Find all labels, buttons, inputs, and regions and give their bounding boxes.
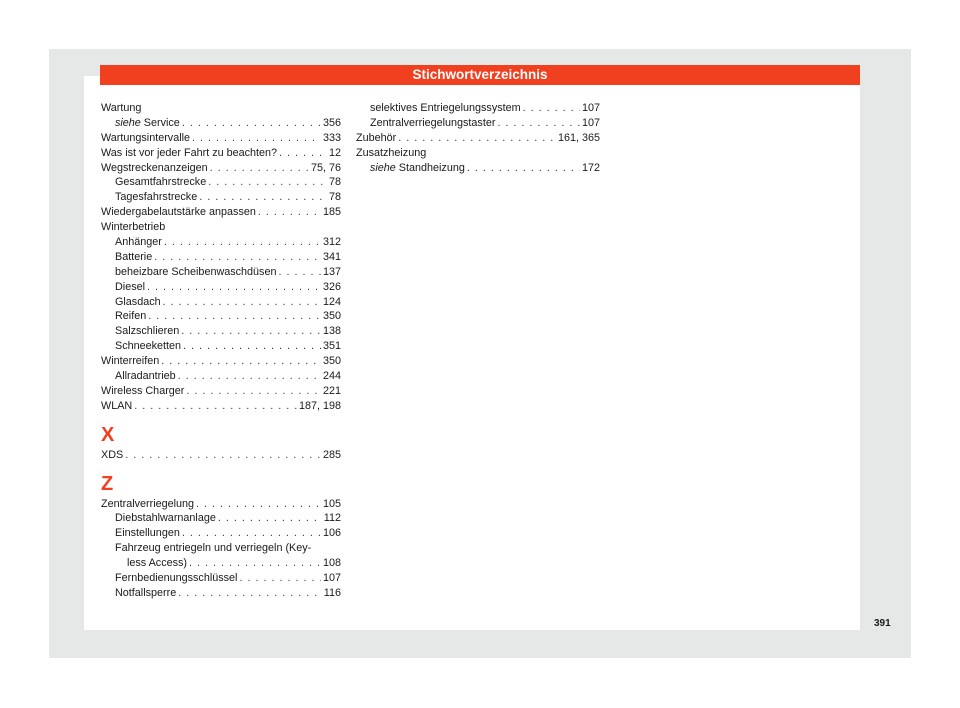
page-reference: 12	[328, 146, 341, 159]
page-reference: 350	[322, 355, 341, 368]
section-header-banner: Stichwortverzeichnis	[100, 65, 860, 85]
index-entry: Wartung	[101, 102, 142, 114]
page-reference: 161, 365	[557, 131, 600, 144]
index-entry: Zubehör . . . 161, 365	[356, 131, 600, 146]
index-entry: WLAN . . . 187, 198	[101, 399, 341, 414]
page-reference: 137	[322, 265, 341, 278]
index-subentry: Glasdach . . . 124	[101, 295, 341, 310]
page-reference: 78	[328, 191, 341, 204]
index-subentry: Einstellungen . . . 106	[101, 526, 341, 541]
page-reference: 187, 198	[298, 399, 341, 412]
page-reference: 106	[322, 527, 341, 540]
page-reference: 124	[322, 295, 341, 308]
page-reference: 75, 76	[310, 161, 341, 174]
index-entry: Wiedergabelautstärke anpassen . . . 185	[101, 205, 341, 220]
index-subentry: Zentralverriegelungstaster . . . 107	[356, 116, 600, 131]
index-subentry: Notfallsperre . . . 116	[101, 586, 341, 601]
section-letter-z: Z	[101, 472, 114, 495]
page-reference: 105	[322, 497, 341, 510]
index-entry: Zentralverriegelung . . . 105	[101, 497, 341, 512]
index-subentry: beheizbare Scheibenwaschdüsen . . . 137	[101, 265, 341, 280]
index-column-right	[356, 101, 600, 175]
page-reference: 221	[322, 384, 341, 397]
index-subentry: Anhänger . . . 312	[101, 235, 341, 250]
index-subentry: Salzschlieren . . . 138	[101, 324, 341, 339]
page-reference: 333	[322, 131, 341, 144]
page-reference: 138	[322, 325, 341, 338]
index-subentry-continuation: less Access) . . . 108	[101, 556, 341, 571]
index-entry: XDS . . . 285	[101, 448, 341, 463]
index-entry: Zusatzheizung	[356, 146, 427, 159]
index-subentry: Tagesfahrstrecke . . . 78	[101, 190, 341, 205]
section-letter-x: X	[101, 423, 115, 446]
page-reference: 285	[322, 448, 341, 461]
index-subentry: Reifen . . . 350	[101, 309, 341, 324]
index-subentry: siehe Service . . . 356	[101, 116, 341, 131]
page-reference: 351	[322, 340, 341, 353]
index-subentry: Fernbedienungsschlüssel . . . 107	[101, 571, 341, 586]
page-reference: 356	[322, 116, 341, 129]
page-number: 391	[874, 618, 891, 629]
index-entry: Wegstreckenanzeigen . . . 75, 76	[101, 161, 341, 176]
index-subentry: selektives Entriegelungssystem . . . 107	[356, 101, 600, 116]
index-subentry: siehe Standheizung . . . 172	[356, 161, 600, 176]
index-subentry: Schneeketten . . . 351	[101, 339, 341, 354]
index-column-left	[101, 101, 341, 601]
page-reference: 341	[322, 250, 341, 263]
index-entry: Was ist vor jeder Fahrt zu beachten? . . . 12	[101, 146, 341, 161]
index-subentry: Diesel . . . 326	[101, 280, 341, 295]
index-entry: Winterbetrieb	[101, 221, 166, 234]
index-subentry: Fahrzeug entriegeln und verriegeln (Key-	[115, 542, 312, 555]
index-entry: Winterreifen . . . 350	[101, 354, 341, 369]
index-subentry: Allradantrieb . . . 244	[101, 369, 341, 384]
index-entry: Wartungsintervalle . . . 333	[101, 131, 341, 146]
page-reference: 172	[581, 161, 600, 174]
page-reference: 350	[322, 310, 341, 323]
page-reference: 244	[322, 370, 341, 383]
page-reference: 78	[328, 176, 341, 189]
index-subentry: Gesamtfahrstrecke . . . 78	[101, 175, 341, 190]
page-reference: 312	[322, 236, 341, 249]
index-subentry: Batterie . . . 341	[101, 250, 341, 265]
page-reference: 112	[323, 512, 341, 525]
index-entry: Wireless Charger . . . 221	[101, 384, 341, 399]
page-reference: 108	[322, 557, 341, 570]
page-reference: 107	[322, 572, 341, 585]
page-reference: 326	[322, 280, 341, 293]
index-subentry: Diebstahlwarnanlage . . . 112	[101, 511, 341, 526]
page-reference: 185	[322, 206, 341, 219]
page-reference: 116	[323, 586, 341, 599]
page-reference: 107	[581, 116, 600, 129]
page-reference: 107	[581, 102, 600, 114]
